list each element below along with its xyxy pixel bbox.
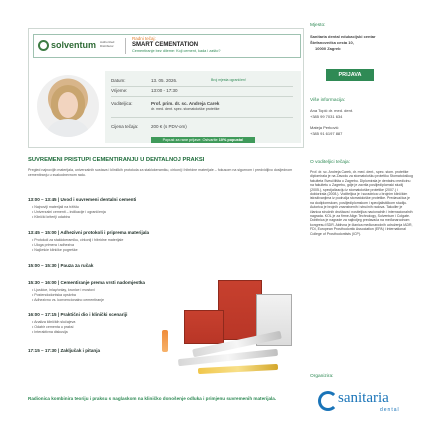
session-header: 15:30 – 16:00 | Cementiranje prema vrsti nadomjestka xyxy=(28,280,145,285)
divider xyxy=(111,96,293,97)
organizer-label: Organizira: xyxy=(310,374,334,379)
price-label: Cijena tečaja: xyxy=(111,124,139,129)
session-title: Praktični dio i klinički scenariji xyxy=(60,312,128,317)
program-intro: Pregled najnovijih materijala, univerzalnih sustava i kliničkih protokola za staklokeramiku, cirkonij i hibridne materijale – fokusom na sigurnom i predvidljivo dosljednom cementiranju u svakodnevnom radu. xyxy=(28,168,293,177)
session-time: 16:00 – 17:15 xyxy=(28,312,57,317)
place-line-3: 10000 Zagreb xyxy=(315,46,341,51)
time-label: Vrijeme: xyxy=(111,88,128,93)
program-title: SUVREMENI PRISTUPI CEMENTIRANJU U DENTALNOJ PRAKSI xyxy=(28,157,205,163)
more-info-label: Više informacija: xyxy=(310,98,346,103)
session-title: Uvod i suvremeni dentalni cementi xyxy=(60,197,137,202)
authorized-distributor-text: Authorized Distributor xyxy=(100,40,115,48)
contact-name-1: Ana Topić dr. med. dent. xyxy=(310,108,354,113)
promo-text: Popust za rane prijave: Ostvarite xyxy=(162,138,218,142)
closing-statement: Radionica kombinira teoriju i praksu s naglaskom na kliničko donošenje odluka i primjenu suvremenih materijala. xyxy=(28,396,277,401)
lecturer-photo xyxy=(37,75,99,137)
session-time: 13:45 – 15:00 xyxy=(28,230,57,235)
date-value: 13. 05. 2026. xyxy=(151,78,178,83)
course-kicker: Radni tečaj: xyxy=(132,36,156,41)
organizer-name: sanitaria xyxy=(338,390,389,406)
place-line-1: Sanitaria dental edukacijski centar xyxy=(310,34,376,39)
session-bullet: • Najnoviji materijali na tržištu xyxy=(32,205,79,209)
session-bullet: • Klinički kriteriji odabira xyxy=(32,215,70,219)
sanitaria-logo-icon xyxy=(318,391,338,411)
course-details xyxy=(105,71,301,143)
lecturer-title: dr. med. dent. spec. stomatološke protetike xyxy=(151,107,220,111)
time-value: 13:00 - 17:30 xyxy=(151,88,178,93)
session-bullet: • Protokoli za staklokeramiku, cirkonij i hibridne materijale xyxy=(32,238,124,242)
product-box xyxy=(184,310,224,344)
session-title: Zaključak i pitanja xyxy=(60,348,101,353)
session-bullet: • Adhezivno vs. konvencionalno cementiranje xyxy=(32,298,104,302)
syringe xyxy=(198,364,278,374)
session-time: 13:00 – 13:45 xyxy=(28,197,57,202)
divider xyxy=(111,86,293,87)
session-time: 15:00 – 15:30 xyxy=(28,263,57,268)
contact-phone-2: +385 91 6197 887 xyxy=(310,131,343,136)
session-bullet: • Postendodontska opskrba xyxy=(32,293,76,297)
divider xyxy=(111,117,293,118)
early-bird-badge xyxy=(151,137,255,143)
session-header: 16:00 – 17:15 | Praktični dio i klinički scenariji xyxy=(28,312,128,317)
lecturer-name: Prof. prim. dr. sc. Andreja Carek xyxy=(151,101,220,106)
contact-phone-1: +385 99 7031 634 xyxy=(310,114,343,119)
session-header: 13:45 – 15:00 | Adhezivni protokoli i priprema materijala xyxy=(28,230,150,235)
session-bullet: • Univerzalni cementi – indikacije i ograničenja xyxy=(32,210,106,214)
vial xyxy=(162,330,168,352)
about-lecturer-text: Prof. dr. sc. Andreja Carek, dr. med. dent., spec. stom. protetike diplomirala je na Zavodu za stomatološku protetiku Stomatološkog fakulteta Sveučilišta u Zagrebu. Diplomirala je dentalnu medicinu na fakultetu u Zagrebu, gdje je zavrila poslijediplomski studij (2005.), specijalizaciju iz stomatološke protetike (2007.) i doktorirala (2008.). Voditeljica je i suradnica u brojnim kliničkim istraživanjima iz područja stomatološke protetike. Predavačica je na dodiplomskom, poslijediplomskom i specijalističkom studiju. Autorica je brojnih znanstvenih i stručnih radova. Također je članica stručnih društava i nositeljica nacionalnih i internacionalnih nagrada. KOL je za firme Align Technology, Solventum i Colgate. Dobitnica je nagrade za najboljeg predavača na međunarodnom kongresu ISDR. Aktivna je članica međunarodnih udruženja IADR, FDI, European Prosthodontic Association (EPA) i International College of Prosthodontists (ICP). xyxy=(310,170,413,236)
solventum-logo-icon xyxy=(38,40,49,51)
session-bullet: • Uloga primera i adheziva xyxy=(32,243,75,247)
session-time: 15:30 – 16:00 xyxy=(28,280,57,285)
course-subtitle: Cementiranje bez dileme: Koji cement, kada i zašto? xyxy=(132,49,221,53)
session-bullet: • Najčešće kliničke pogreške xyxy=(32,248,78,252)
session-bullet: • Analiza kliničkih slučajeva xyxy=(32,320,76,324)
date-label: Datum: xyxy=(111,78,126,83)
session-title: Pauza za ručak xyxy=(60,263,94,268)
session-header: 15:00 – 15:30 | Pauza za ručak xyxy=(28,263,94,268)
place-label: Mjesto: xyxy=(310,23,326,28)
organizer-sub: dental xyxy=(380,407,400,413)
session-bullet: • Interaktivna diskusija xyxy=(32,330,68,334)
session-title: Cementiranje prema vrsti nadomjestka xyxy=(60,280,145,285)
seats-note: Broj mjesta ograničen! xyxy=(211,78,246,82)
session-header: 13:00 – 13:45 | Uvod i suvremeni dentalni cementi xyxy=(28,197,137,202)
register-button[interactable]: PRIJAVA xyxy=(326,69,374,81)
divider xyxy=(125,38,126,54)
sanitaria-logo xyxy=(318,389,418,421)
logo-banner xyxy=(33,34,301,58)
place-line-2: Štefanovečka cesta 10, xyxy=(310,40,354,45)
product-photo xyxy=(148,270,296,385)
course-title: SMART CEMENTATION xyxy=(132,42,199,48)
session-time: 17:15 – 17:30 xyxy=(28,348,57,353)
course-header-card xyxy=(28,28,304,148)
promo-discount: 10% popusta! xyxy=(218,138,244,142)
about-label: O voditeljici tečaja: xyxy=(310,160,350,165)
session-header: 17:15 – 17:30 | Zaključak i pitanja xyxy=(28,348,101,353)
brand-name: solventum xyxy=(51,40,97,50)
session-bullet: • Ljuskice, inlay/onlay, krunice i mostovi xyxy=(32,288,95,292)
price-value: 200 € (s PDV-om) xyxy=(151,124,187,129)
contact-name-2: Mateja Perković xyxy=(310,125,339,130)
lecturer-label: Voditeljica: xyxy=(111,101,133,106)
session-title: Adhezivni protokoli i priprema materijala xyxy=(60,230,150,235)
session-bullet: • Odabir cementa u praksi xyxy=(32,325,74,329)
